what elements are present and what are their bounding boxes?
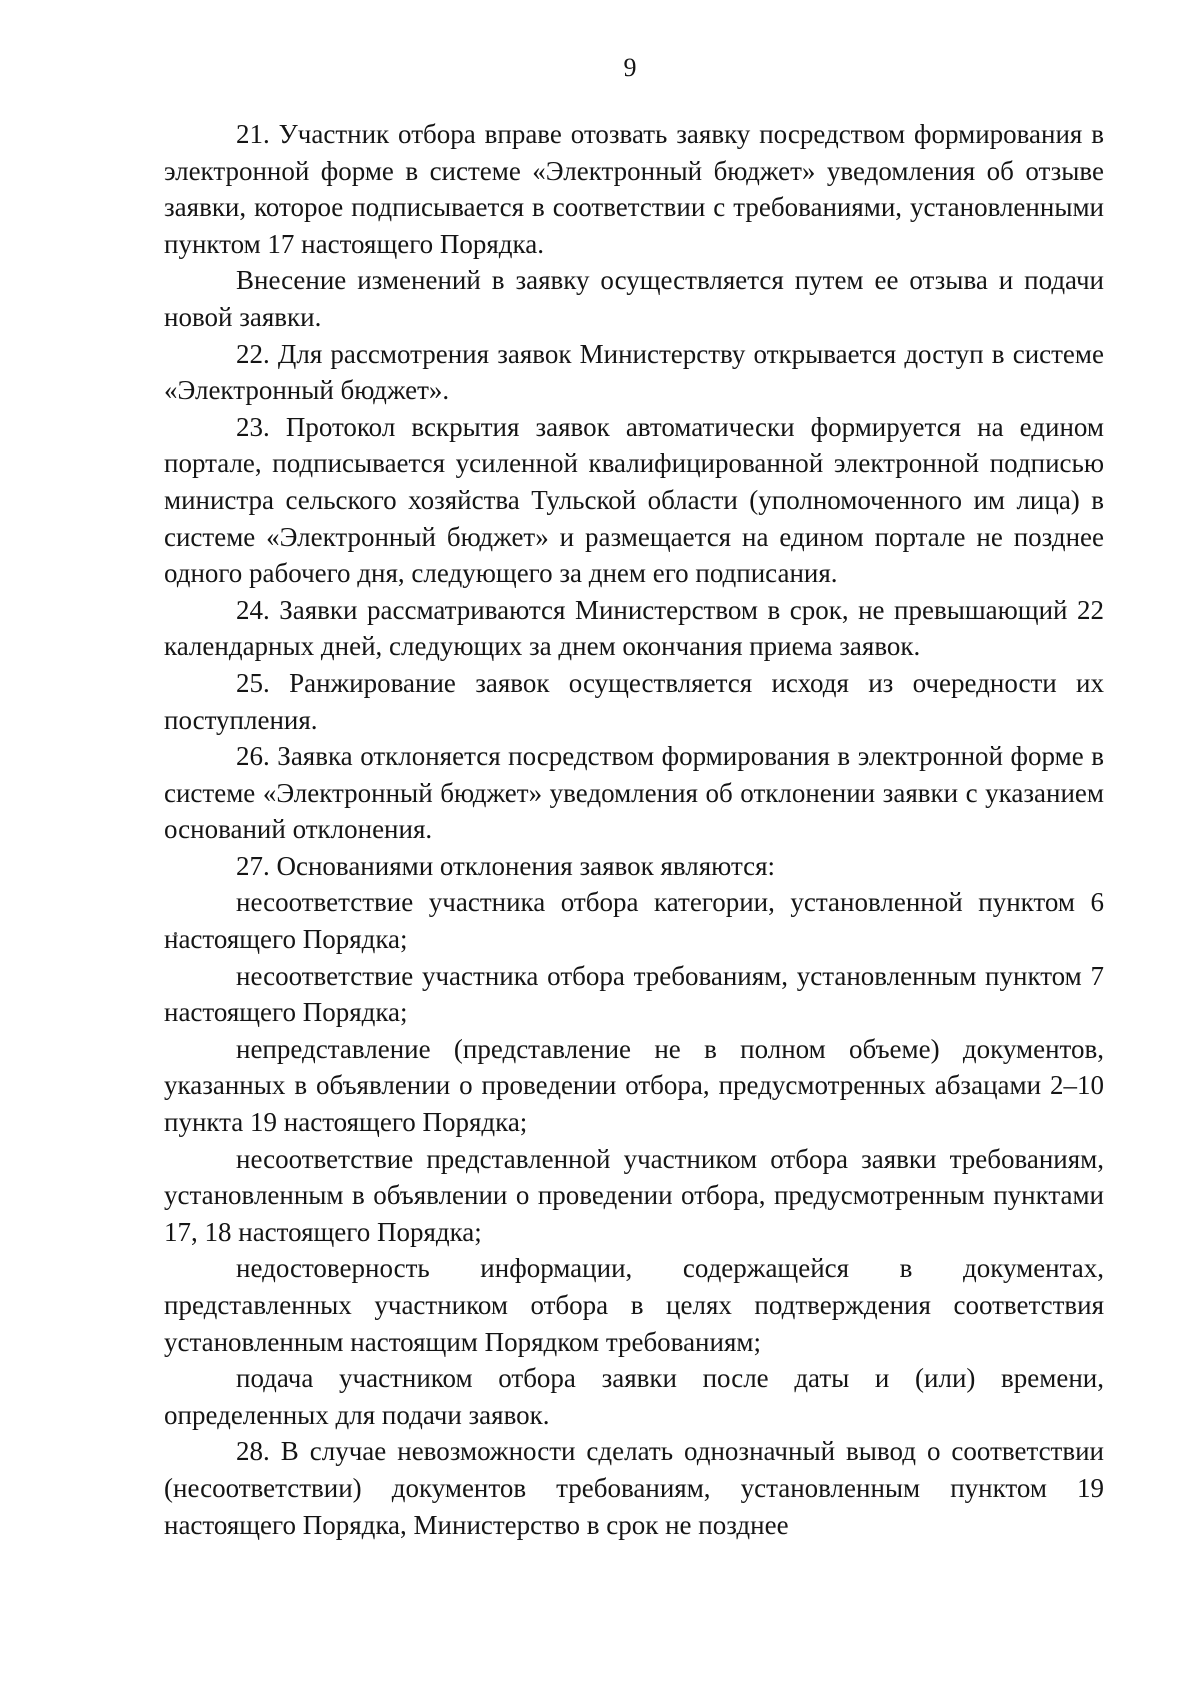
paragraph-21-changes: Внесение изменений в заявку осуществляется путем ее отзыва и подачи новой заявки. [164,265,1104,332]
paragraph-25: 25. Ранжирование заявок осуществляется исходя из очередности их поступления. [164,667,1104,735]
page-number: 9 [623,53,637,82]
rejection-ground-application-mismatch: несоответствие представленной участником отбора заявки требованиям, установленным в объявлении о проведении отбора, предусмотренным пунктами 17, 18 настоящего Порядка; [164,1143,1104,1247]
rejection-ground-requirements: несоответствие участника отбора требованиям, установленным пунктом 7 настоящего Порядка; [164,960,1104,1028]
rejection-ground-documents: непредставление (представление не в полном объеме) документов, указанных в объявлении о проведении отбора, предусмотренных абзацами 2–10 пункта 19 настоящего Порядка; [164,1033,1104,1138]
rejection-ground-unreliable-info: недостоверность информации, содержащейся в документах, представленных участником отбора в целях подтверждения соответствия установленным настоящим Порядком требованиям; [164,1253,1104,1357]
paragraph-21: 21. Участник отбора вправе отозвать заявку посредством формирования в электронной форме в системе «Электронный бюджет» уведомления об отзыве заявки, которое подписывается в соответствии с требованиями, установленными пунктом 17 настоящего Порядка. [164,119,1104,259]
paragraph-24: 24. Заявки рассматриваются Министерством в срок, не превышающий 22 календарных дней, следующих за днем окончания приема заявок. [164,594,1104,662]
rejection-ground-category: несоответствие участника отбора категории, установленной пунктом 6 настоящего Порядка; [164,887,1104,955]
paragraph-27: 27. Основаниями отклонения заявок являются: [236,850,775,881]
rejection-ground-late-submission: подача участником отбора заявки после даты и (или) времени, определенных для подачи заявок. [164,1363,1104,1430]
paragraph-26: 26. Заявка отклоняется посредством формирования в электронной форме в системе «Электронный бюджет» уведомления об отклонении заявки с указанием оснований отклонения. [164,741,1104,845]
paragraph-28: 28. В случае невозможности сделать однозначный вывод о соответствии (несоответствии) документов требованиям, установленным пунктом 19 настоящего Порядка, Министерство в срок не позднее [164,1436,1104,1540]
paragraph-22: 22. Для рассмотрения заявок Министерству открывается доступ в системе «Электронный бюджет». [164,338,1104,406]
paragraph-23: 23. Протокол вскрытия заявок автоматически формируется на едином портале, подписывается усиленной квалифицированной электронной подписью министра сельского хозяйства Тульской области (уполномоченного им лица) в системе «Электронный бюджет» и размещается на едином портале не позднее одного рабочего дня, следующего за днем его подписания. [164,411,1104,589]
document-body [164,116,1104,1543]
